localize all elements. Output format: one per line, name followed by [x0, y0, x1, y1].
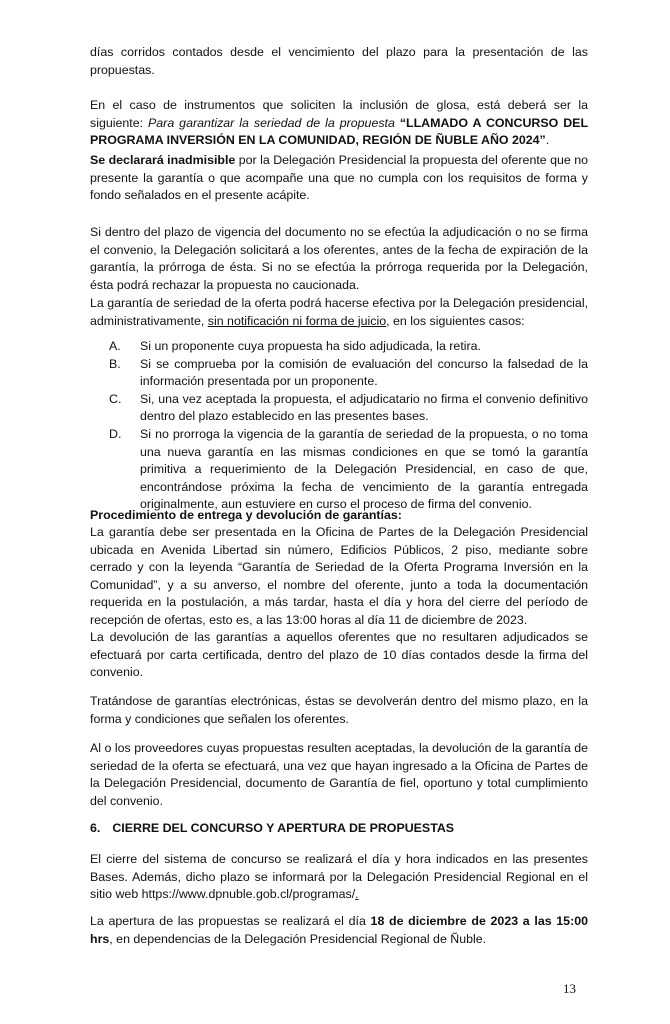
paragraph-text: La devolución de las garantías a aquellos oferentes que no resultaren adjudicados se efectuará por carta certificada, dentro del plazo de 10 días contados desde la firma del convenio.: [90, 630, 588, 680]
paragraph-enforcement: [90, 295, 588, 330]
paragraph-text: Tratándose de garantías electrónicas, éstas se devolverán dentro del mismo plazo, en la forma y condiciones que señalen los oferentes.: [90, 694, 588, 726]
opening-date-bold: 18 de diciembre de 2023 a las 15:00 hrs: [90, 914, 588, 946]
paragraph-electronic: [90, 693, 588, 728]
paragraph-closing: [90, 851, 588, 904]
paragraph-text: Si dentro del plazo de vigencia del documento no se efectúa la adjudicación o no se firma el convenio, la Delegación solicitará a los oferentes, antes de la fecha de expiración de la garantía, la prórroga de ésta. Si no se efectúa la prórroga requerida por la Delegación, ésta podrá rechazar la propuesta no caucionada.: [90, 225, 588, 292]
list-item: C. Si, una vez aceptada la propuesta, el adjudicatario no firma el convenio definitivo dentro del plazo establecido en las presentes bases.: [109, 391, 588, 424]
page-number: 13: [563, 981, 576, 996]
paragraph-delivery: [90, 524, 588, 630]
underlined-text: sin notificación ni forma de juicio: [207, 313, 387, 328]
paragraph-text: Al o los proveedores cuyas propuestas resulten aceptadas, la devolución de la garantía de seriedad de la oferta se efectuará, una vez que hayan ingresado a la Oficina de Partes de la Delegación Presidencial, documento de Garantía de fiel, oportuno y total cumplimiento del convenio.: [90, 741, 588, 808]
paragraph-text: días corridos contados desde el vencimiento del plazo para la presentación de las propuestas.: [90, 45, 588, 77]
glosa-italic-text: Para garantizar la seriedad de la propuesta: [148, 115, 395, 130]
enforcement-cases-list: [109, 338, 588, 514]
paragraph-text: Se declarará inadmisible por la Delegación Presidencial la propuesta del oferente que no presente la garantía o que acompañe una que no cumpla con los requisitos de forma y fondo señalados en el presente acápite.: [90, 153, 589, 203]
paragraph-glosa: [90, 97, 588, 150]
paragraph-text: La garantía de seriedad de la oferta podrá hacerse efectiva por la Delegación presidencial, administrativamente, sin notificación ni forma de juicio, en los siguientes casos:: [90, 296, 589, 328]
paragraph-text: En el caso de instrumentos que soliciten la inclusión de glosa, está deberá ser la siguiente: Para garantizar la seriedad de la propuesta “LLAMADO A CONCURSO DEL PROGRAMA INVERSIÓN EN LA COMUNIDAD, REGIÓN DE ÑUBLE AÑO 2024”.: [90, 98, 589, 148]
paragraph-text: El cierre del sistema de concurso se realizará el día y hora indicados en las presentes Bases. Además, dicho plazo se informará por la Delegación Presidencial Regional en el sitio web https://www.dpnuble.gob.cl/programas/.: [90, 852, 588, 902]
paragraph-return: [90, 629, 588, 682]
section-heading: Procedimiento de entrega y devolución de garantías:: [90, 508, 402, 522]
paragraph-text: La garantía debe ser presentada en la Oficina de Partes de la Delegación Presidencial ubicada en Avenida Libertad sin número, Edificios Públicos, 2 piso, mediante sobre cerrado y con la leyenda “Garantía de Seriedad de la Oferta Programa Inversión en la Comunidad”, y a su anverso, el nombre del oferente, junto a toda la documentación requerida en la postulación, a más tardar, hasta el día y hora del cierre del período de recepción de ofertas, esto es, a las 13:00 horas al día 11 de diciembre de 2023.: [90, 525, 588, 627]
list-item: B. Si se comprueba por la comisión de evaluación del concurso la falsedad de la información presentada por un proponente.: [109, 356, 588, 389]
inadmissible-bold-text: Se declarará inadmisible: [90, 153, 236, 167]
paragraph-text: La apertura de las propuestas se realizará el día 18 de diciembre de 2023 a las 15:00 hrs, en dependencias de la Delegación Presidencial Regional de Ñuble.: [90, 914, 588, 946]
paragraph-accepted-providers: [90, 740, 588, 810]
paragraph-deadline-continuation: [90, 44, 588, 79]
glosa-bold-title: “LLAMADO A CONCURSO DEL PROGRAMA INVERSIÓN EN LA COMUNIDAD, REGIÓN DE ÑUBLE AÑO 2024”: [90, 115, 589, 148]
paragraph-inadmissible: [90, 152, 588, 205]
section-number: 6.: [90, 821, 101, 835]
delivery-heading: [90, 507, 588, 525]
paragraph-extension: [90, 224, 588, 294]
list-item: A. Si un proponente cuya propuesta ha sido adjudicada, la retira.: [109, 339, 481, 353]
section-6-heading: [90, 820, 588, 838]
paragraph-opening: [90, 913, 588, 948]
list-item: D. Si no prorroga la vigencia de la garantía de seriedad de la propuesta, o no toma una nueva garantía en las mismas condiciones en que se tomó la garantía primitiva a requerimiento de la Delegación Presidencial, en caso de que, encontrándose próxima la fecha de vencimiento de la garantía entregada originalmente, aun estuviere en curso el proceso de firma del convenio.: [109, 426, 588, 512]
section-title: CIERRE DEL CONCURSO Y APERTURA DE PROPUESTAS: [112, 821, 455, 835]
